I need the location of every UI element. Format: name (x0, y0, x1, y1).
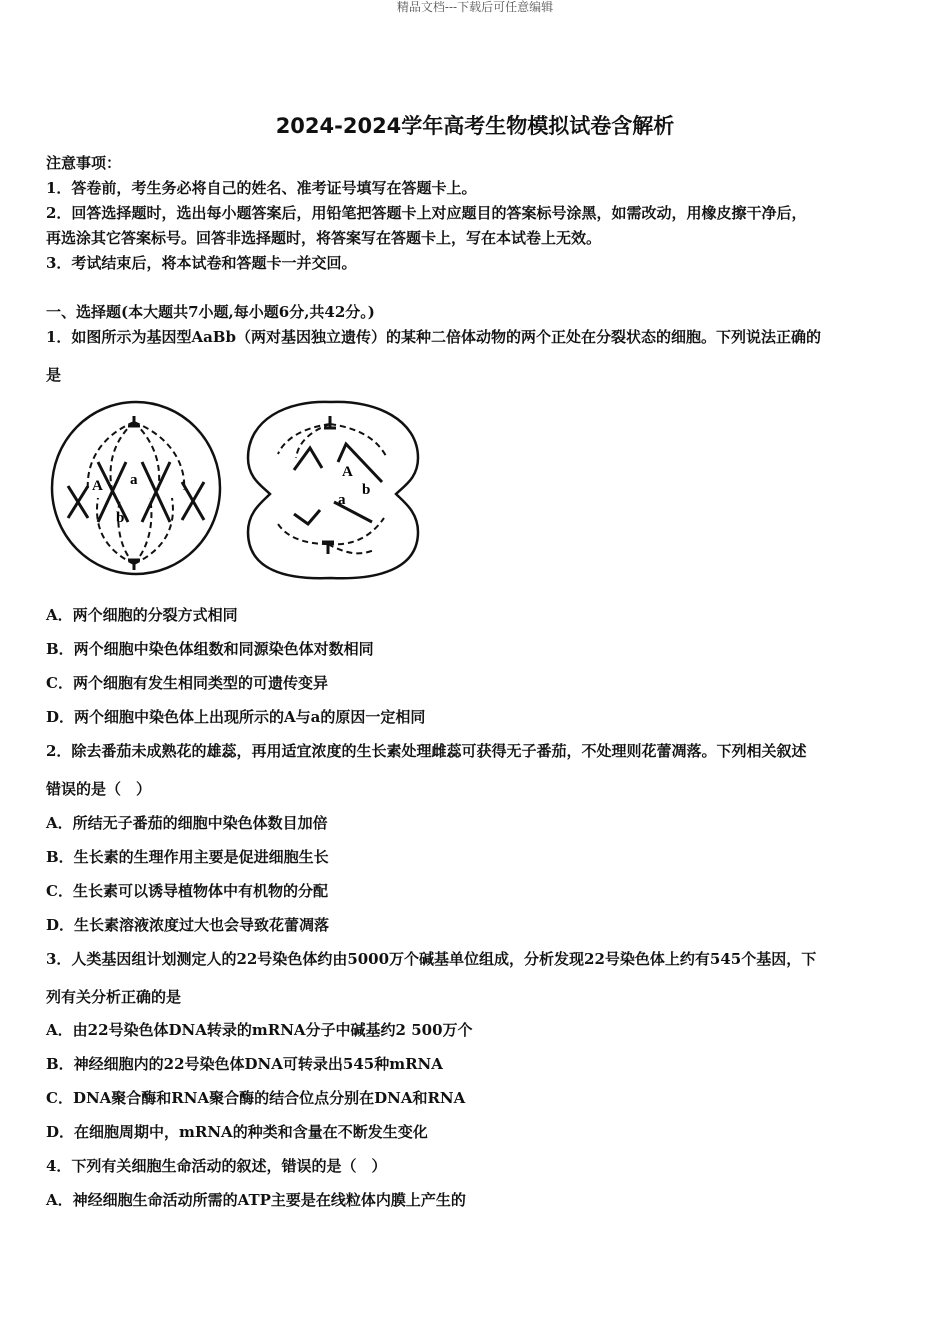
allele-label: A (342, 464, 353, 480)
header-note: 精品文档---下载后可任意编辑 (396, 0, 554, 14)
notice-item: 再选涂其它答案标号。回答非选择题时，将答案写在答题卡上，写在本试卷上无效。 (46, 229, 602, 247)
notice-item: 1．答卷前，考生务必将自己的姓名、准考证号填写在答题卡上。 (46, 179, 477, 197)
question-3-option-d: D．在细胞周期中，mRNA的种类和含量在不断发生变化 (46, 1123, 428, 1141)
question-3-stem-cont: 列有关分析正确的是 (46, 988, 182, 1006)
question-4-option-a: A．神经细胞生命活动所需的ATP主要是在线粒体内膜上产生的 (46, 1191, 466, 1209)
page-title: 2024-2024学年高考生物模拟试卷含解析 (275, 114, 675, 138)
cell-division-figure (46, 398, 426, 594)
question-1-option-a: A．两个细胞的分裂方式相同 (46, 606, 238, 624)
allele-label: A (92, 478, 103, 494)
question-2-stem: 2．除去番茄未成熟花的雄蕊，再用适宜浓度的生长素处理雌蕊可获得无子番茄，不处理则花蕾凋落。下列相关叙述 (46, 742, 807, 760)
question-3-stem: 3．人类基因组计划测定人的22号染色体约由5000万个碱基单位组成，分析发现22号染色体上约有545个基因，下 (46, 950, 817, 968)
section-heading: 一、选择题(本大题共7小题,每小题6分,共42分。) (46, 303, 375, 321)
question-3-option-c: C．DNA聚合酶和RNA聚合酶的结合位点分别在DNA和RNA (46, 1089, 466, 1107)
cell-1 (52, 402, 220, 574)
allele-label: a (338, 492, 346, 508)
question-1-option-b: B．两个细胞中染色体组数和同源染色体对数相同 (46, 640, 374, 658)
question-2-option-d: D．生长素溶液浓度过大也会导致花蕾凋落 (46, 916, 330, 934)
question-2-stem-cont: 错误的是（ ） (46, 780, 152, 798)
question-1-stem-cont: 是 (46, 366, 62, 384)
notice-item: 2．回答选择题时，选出每小题答案后，用铅笔把答题卡上对应题目的答案标号涂黑，如需改动，用橡皮擦干净后， (46, 204, 807, 222)
allele-label: b (116, 510, 125, 526)
allele-label: b (362, 482, 371, 498)
question-3-option-a: A．由22号染色体DNA转录的mRNA分子中碱基约2 500万个 (46, 1021, 473, 1039)
question-2-option-b: B．生长素的生理作用主要是促进细胞生长 (46, 848, 329, 866)
question-1-option-c: C．两个细胞有发生相同类型的可遗传变异 (46, 674, 328, 692)
question-4-stem: 4．下列有关细胞生命活动的叙述，错误的是（ ） (46, 1157, 387, 1175)
question-2-option-a: A．所结无子番茄的细胞中染色体数目加倍 (46, 814, 328, 832)
question-3-option-b: B．神经细胞内的22号染色体DNA可转录出545种mRNA (46, 1055, 443, 1073)
question-1-stem: 1．如图所示为基因型AaBb（两对基因独立遗传）的某种二倍体动物的两个正处在分裂状态的细胞。下列说法正确的 (46, 328, 821, 346)
notice-item: 3．考试结束后，将本试卷和答题卡一并交回。 (46, 254, 357, 272)
allele-label: a (130, 472, 138, 488)
question-2-option-c: C．生长素可以诱导植物体中有机物的分配 (46, 882, 328, 900)
notice-heading: 注意事项： (46, 154, 122, 172)
cell-2 (248, 402, 418, 578)
question-1-option-d: D．两个细胞中染色体上出现所示的A与a的原因一定相同 (46, 708, 426, 726)
